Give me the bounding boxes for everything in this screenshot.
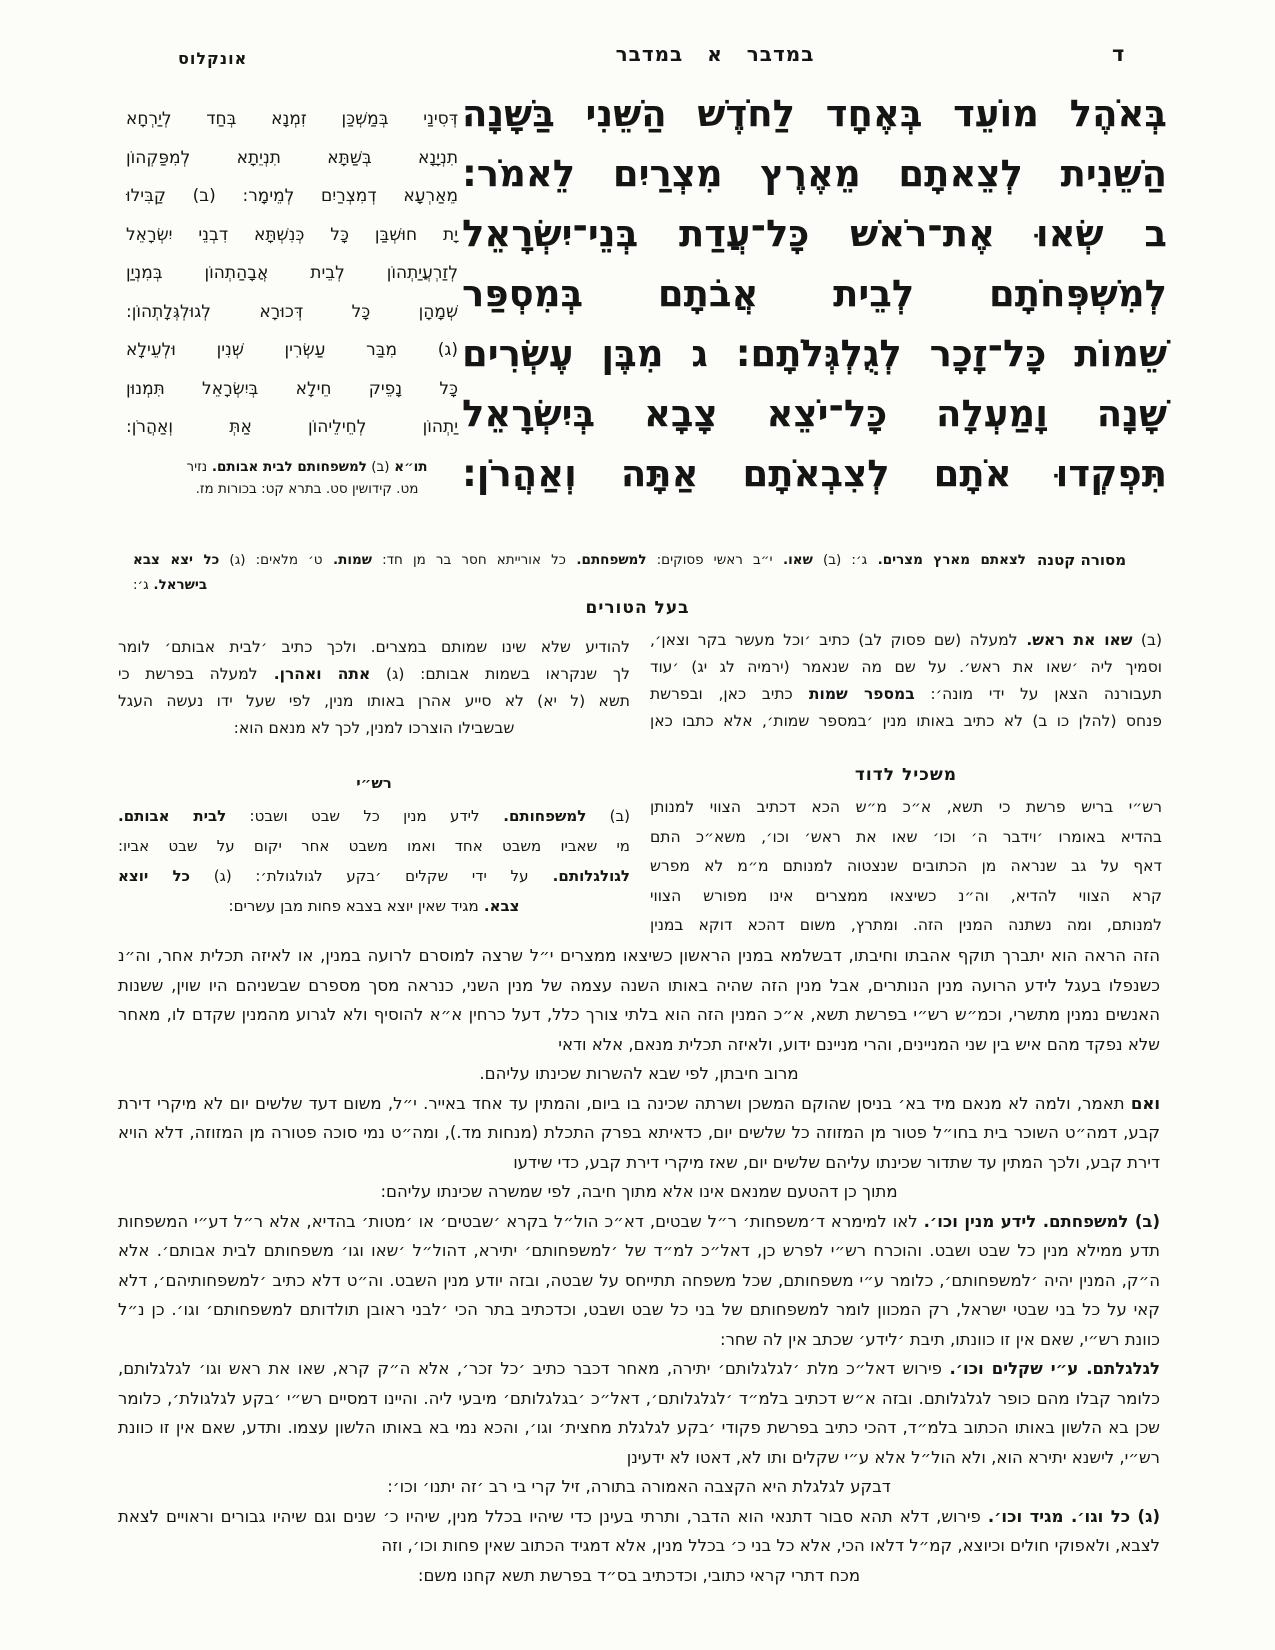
- torah-line: תִּפְקְדוּ אֹתָם לְצִבְאֹתָם אַתָּה וְאַהֲרֹן:: [462, 452, 1167, 495]
- torah-text-block: [462, 84, 1167, 504]
- rashi-line: לגולגלותם. על ידי שקלים ׳בקע לגולגולת׳: (ג) כל יוצא: [118, 867, 630, 885]
- page-title: במדבר א במדבר: [615, 42, 815, 66]
- onkelos-line: לְזַרְעֲיַתְהוֹן לְבֵית אֲבָהַתְהוֹן בְּמִנְיַן: [126, 263, 458, 283]
- paragraph-closing-line: מכח דתרי קראי כתובי, וכדכתיב בס״ד בפרשת תשא קחנו משם:: [417, 1565, 861, 1585]
- commentary-line: בהדיא באומרו ׳וידבר ה׳ וכו׳ שאו את ראש׳ וכו׳, משא״כ התם: [650, 827, 1162, 846]
- paragraph-body: פירוש, דלא תהא סבור דתנאי הוא הדבר, ותרתי בעינן כדי שיהיו בכלל מנין, שיהיו כ׳ שנים וגם שיהיו גבורים וראויים לצאת לצבא, ולאפוקי חולים וכיוצא, קמ״ל דלאו הכי, אלא כל בני כ׳ בכלל מנין, אלא דמגיד הכתוב שאין פחות וכו׳, וזה: [118, 1506, 1160, 1555]
- page-number-letter: ד: [1112, 42, 1125, 66]
- paragraph-body: הזה הראה הוא יתברך תוקף אהבתו וחיבתו, דבשלמא במנין הראשון כשיצאו ממצרים י״ל שרצה למוסרם לרועה במנין, או לאיזה תכלית אחר, וה״נ כשנפלו בעגל לידע הרועה מנין הנותרים, אבל מנין הזה שהיה באותו השנה עצמה של מנין השני, כנראה מסך מספרם שבשניהם היו שוין, ששנות האנשים נמנין מתשרי, וכמ״ש רש״י בפרשת תשא, א״כ המנין הזה הוא בלתי צורך כלל, דעל כרחין א״א להוסיף ולא לגרוע מהמנין שקדם לו, מאחר שלא נפקד מהם איש בין שני המניינים, והרי מניינם ידוע, ולאיזה תכלית מנאם, אלא ודאי: [118, 946, 1160, 1054]
- commentary-line: תעבורנה הצאן על ידי מונה׳: במספר שמות כתיב כאן, ובפרשת: [650, 685, 1162, 703]
- paragraph-lead: (ב) למשפחתם. לידע מנין וכו׳.: [923, 1211, 1160, 1231]
- maskil-ledavid-column: [650, 793, 1162, 941]
- baal-haturim-header: בעל הטורים: [585, 598, 690, 618]
- rashi-line: צבא. מגיד שאין יוצא בצבא פחות מבן עשרים:: [228, 897, 520, 915]
- torah-line: ב שְׂאוּ אֶת־רֹאשׁ כָּל־עֲדַת בְּנֵי־יִשְׂרָאֵל: [462, 212, 1167, 255]
- onkelos-line: כָּל נָפֵיק חֵילָא בְּיִשְׂרָאֵל תִּמְנוּן: [126, 378, 458, 399]
- onkelos-text-block: [126, 100, 458, 447]
- paragraph-lead: (ג) כל וגו׳. מגיד וכו׳.: [987, 1506, 1161, 1526]
- masorah-ketanah-label: מסורה קטנה: [1037, 551, 1127, 569]
- torah-or-reference-note: [146, 456, 468, 500]
- rashi-column: [118, 801, 630, 921]
- onkelos-line: דְּסִינַי בְּמַשְׁכַּן זִמְנָא בְּחַד לְיַרְחָא: [126, 109, 458, 129]
- onkelos-column-label: אונקלוס: [178, 49, 248, 68]
- commentary-line: רש״י בריש פרשת כי תשא, א״כ מ״ש הכא דכתיב הצווי למנותן: [650, 798, 1162, 816]
- torah-line: הַשֵּׁנִית לְצֵאתָם מֵאֶרֶץ מִצְרַיִם לֵאמֹר:: [462, 152, 1167, 195]
- torah-line: שֵׁמוֹת כָּל־זָכָר לְגֻלְגְּלֹתָם: ג מִבֶּן עֶשְׂרִים: [462, 332, 1167, 375]
- paragraph-lead: ואם: [1130, 1093, 1161, 1113]
- commentary-line: להודיע שלא שינו שמותם במצרים. ולכך כתיב ׳לבית אבותם׳ לומר: [118, 638, 630, 656]
- commentary-line: (ב) שאו את ראש. למעלה (שם פסוק לב) כתיב ׳וכל מעשר בקר וצאן׳,: [650, 631, 1162, 649]
- torah-or-note-line: תו״א (ב) למשפחותם לבית אבותם. נזיר: [186, 459, 428, 475]
- rashi-header: רש״י: [356, 774, 392, 792]
- rashi-line: (ב) למשפחותם. לידע מנין כל שבט ושבט: לבית אבותם.: [118, 807, 630, 825]
- commentary-line: וסמיך ליה ׳שאו את ראש׳. על שם מה שנאמר (ירמיה לג יג) ׳עוד: [650, 658, 1162, 676]
- maskil-ledavid-continuation: [118, 941, 1160, 1590]
- commentary-line: קרא הצווי להדיא, וה״נ כשיצאו ממצרים אינו מפורש הצווי: [650, 886, 1162, 905]
- paragraph-closing-line: מתוך כן דהטעם שמנאם אינו אלא מתוך חיבה, לפי שמשרה שכינתו עליהם:: [380, 1182, 898, 1201]
- torah-or-note-line: מט. קידושין סט. בתרא קט: בכורות מז.: [195, 481, 419, 497]
- masorah-ketanah-text-continuation: בישראל. ג׳:: [133, 577, 208, 593]
- paragraph-lead: לגלגלתם. ע״י שקלים וכו׳.: [949, 1359, 1160, 1378]
- commentary-paragraph: [118, 1089, 1160, 1178]
- onkelos-line: שְׁמָהָן כָּל דְּכוּרָא לְגוּלְגְּלָתְהוֹן:: [126, 301, 458, 322]
- baal-haturim-left-column: [118, 634, 630, 742]
- onkelos-line: (ג) מִבַּר עַשְׂרִין שְׁנִין וּלְעֵילָא: [126, 340, 458, 360]
- commentary-line: תשא (ל יא) לא סייע אהרן באותו מנין, לפי שעל ידו נעשה העגל: [118, 692, 630, 710]
- rashi-line: מי שאביו משבט אחד ואמו משבט אחר יקום על שבט אביו:: [118, 837, 630, 855]
- onkelos-line: תִנְיָנָא בְּשַׁתָּא תִנְיֵתָא לְמִפַּקְהוֹן: [126, 147, 458, 168]
- commentary-paragraph: [118, 1207, 1160, 1355]
- torah-line: בְּאֹהֶל מוֹעֵד בְּאֶחָד לַחֹדֶשׁ הַשֵּׁנִי בַּשָּׁנָה: [462, 92, 1167, 135]
- onkelos-line: יַתְהוֹן לְחֵילֵיהוֹן אַתְּ וְאַהֲרֹן:: [126, 417, 458, 437]
- paragraph-body: לאו למימרא ד׳משפחות׳ ר״ל שבטים, דא״כ הול״ל בקרא ׳שבטים׳ או ׳מטות׳ בהדיא, אלא ר״ל דע״י המשפחות תדע ממילא מנין כל שבט ושבט. והוכרח רש״י לפרש כן, דאל״כ למ״ד של ׳למשפחותם׳ יתירא, דהול״ל ׳שאו וגו׳ משפחותם לבית אבותם׳. אלא ה״ק, המנין יהיה ׳למשפחותם׳, כלומר ע״י משפחותם, שכל משפחה תתייחס על שבטה, ובזה יודע מנין השבט. וה״ט דלא כתיב ׳למשפחותיהם׳, דלא קאי על כל בני שבטי ישראל, רק המכוון לומר למשפחותם של בני כל שבט ושבט, וכדכתיב בתר הכי ׳לבני ראובן תולדותם למשפחותם׳ וגו׳. כן נ״ל כוונת רש״י, שאם אין זו כוונתו, תיבת ׳לידע׳ שכתב אין לה שחר:: [118, 1211, 1160, 1349]
- torah-line: לְמִשְׁפְּחֹתָם לְבֵית אֲבֹתָם בְּמִסְפַּר: [462, 272, 1167, 315]
- onkelos-line: מֵאַרְעָא דְמִצְרַיִם לְמֵימָר: (ב) קַבִּילוּ: [126, 186, 458, 206]
- masorah-ketanah-text: לצאתם מארץ מצרים. ג׳: (ב) שאו. י״ב ראשי פסוקים: למשפחתם. כל אורייתא חסר בר מן חד: שמות. ט׳ מלאים: (ג) כל יצא צבא: [133, 552, 1026, 568]
- onkelos-line: יָת חוּשְׁבַּן כָּל כְּנִשְׁתָּא דִבְנֵי יִשְׂרָאֵל: [126, 224, 458, 245]
- commentary-paragraph: [118, 941, 1160, 1059]
- commentary-line: למנותם, ומה נשתנה המנין הזה. ומתרץ, משום דהכא דוקא במנין: [650, 916, 1162, 934]
- commentary-paragraph: [118, 1354, 1160, 1472]
- commentary-line: דאף על גב שנראה מן הכתובים שנצטוה למנותם מ״מ לא מפרש: [650, 857, 1162, 875]
- commentary-line: פנחס (להלן כו ב) לא כתיב באותו מנין ׳במספר שמות׳, אלא כתבו כאן: [650, 712, 1162, 730]
- torah-line: שָׁנָה וָמַעְלָה כָּל־יֹצֵא צָבָא בְּיִשְׂרָאֵל: [462, 392, 1167, 435]
- paragraph-body: תאמר, ולמה לא מנאם מיד בא׳ בניסן שהוקם המשכן ושרתה שכינה בו ביום, והמתין עד אחד באייר. י״ל, משום דעד שלשים יום לא מיקרי דירת קבע, דמה״ט השוכר בית בחו״ל פטור מן המזוזה כל שלשים יום, כדאיתא בפרק התכלת (מנחות מד.), ומה״ט נמי סוכה פטורה מן המזוזה, דלא הויא דירת קבע, ולכך המתין עד שתדור שכינתו עליהם שלשים יום, שאז מיקרי דירת קבע, כדי שידעו: [118, 1093, 1160, 1172]
- baal-haturim-right-column: [650, 627, 1162, 735]
- maskil-ledavid-header: משכיל לדוד: [854, 765, 958, 785]
- paragraph-closing-line: דבקע לגלגלת היא הקצבה האמורה בתורה, זיל קרי בי רב ׳זה יתנו׳ וכו׳:: [387, 1477, 891, 1496]
- paragraph-closing-line: מרוב חיבתן, לפי שבא להשרות שכינתו עליהם.: [479, 1064, 799, 1083]
- commentary-paragraph: [118, 1502, 1160, 1561]
- paragraph-body: פירוש דאל״כ מלת ׳לגלגלותם׳ יתירה, מאחר דכבר כתיב ׳כל זכר׳, אלא ה״ק קרא, שאו את ראש וגו׳ לגלגלותם, כלומר קבלו מהם כופר לגלגלותם. ובזה א״ש דכתיב בלמ״ד ׳לגלגלותם׳, דאל״כ ׳בגלגלותם׳ מיבעי ליה. והיינו דמסיים רש״י ׳בקע לגלגולת׳, כלומר שכן בא הלשון באותו הכתוב בלמ״ד, דהכי כתיב בפרשת פקודי ׳בקע לגלגלת מחצית׳ וגו׳, והכא נמי בא באותו הלשון עצמו. ותדע, שאם אין זו כוונת רש״י, לישנא יתירא הוא, ולא הול״ל אלא ע״י שקלים ותו לא, דאטו לא ידעינן: [118, 1359, 1160, 1467]
- commentary-line: לך שנקראו בשמות אבותם: (ג) אתה ואהרן. למעלה בפרשת כי: [118, 665, 630, 683]
- commentary-line: שבשבילו הוצרכו למנין, לכך לא מנאם הוא:: [233, 719, 515, 737]
